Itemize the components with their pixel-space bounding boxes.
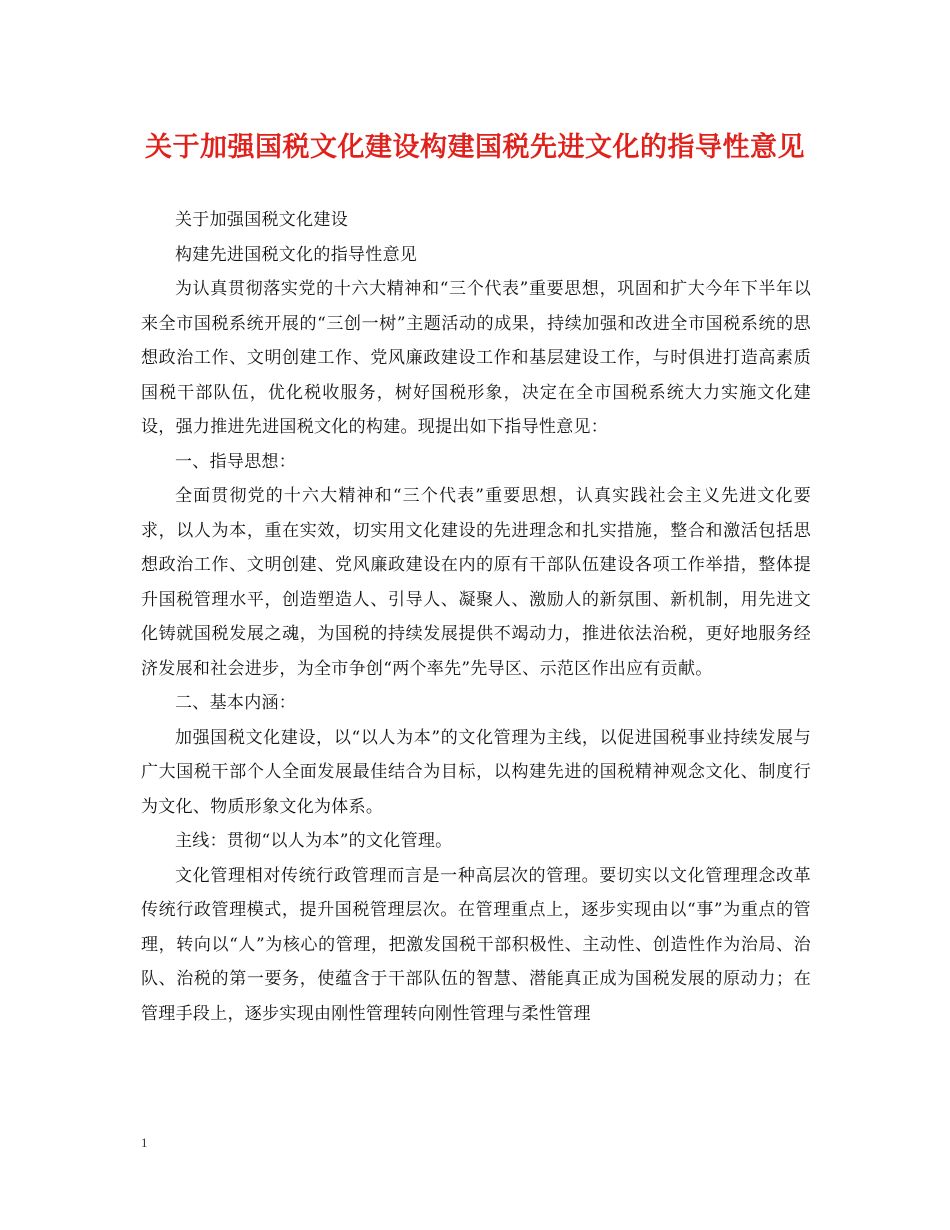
section-heading-basic-connotation: 二、基本内涵：: [175, 693, 297, 713]
main-line-paragraph: 主线：贯彻“以人为本”的文化管理。: [175, 831, 453, 851]
guiding-thought-paragraph: 全面贯彻党的十六大精神和“三个代表”重要思想，认真实践社会主义先进文化要求，以人为本，重在实效，切实用文化建设的先进理念和扎实措施，整合和激活包括思想政治工作、文明创建、党风廉政建设在内的原有干部队伍建设各项工作举措，整体提升国税管理水平，创造塑造人、引导人、凝聚人、激励人的新氛围、新机制，用先进文化铸就国税发展之魂，为国税的持续发展提供不竭动力，推进依法治税，更好地服务经济发展和社会进步，为全市争创“两个率先”先导区、示范区作出应有贡献。: [141, 486, 811, 679]
page-number: 1: [141, 1135, 148, 1150]
subtitle-line-2: 构建先进国税文化的指导性意见: [175, 244, 418, 265]
basic-connotation-paragraph: 加强国税文化建设，以“以人为本”的文化管理为主线，以促进国税事业持续发展与广大国税干部个人全面发展最佳结合为目标，以构建先进的国税精神观念文化、制度行为文化、物质形象文化为体系。: [141, 727, 811, 817]
section-heading-guiding-thought: 一、指导思想：: [175, 451, 297, 472]
cultural-management-paragraph: 文化管理相对传统行政管理而言是一种高层次的管理。要切实以文化管理理念改革传统行政管理模式，提升国税管理层次。在管理重点上，逐步实现由以“事”为重点的管理，转向以“人”为核心的管理，把激发国税干部积极性、主动性、创造性作为治局、治队、治税的第一要务，使蕴含于干部队伍的智慧、潜能真正成为国税发展的原动力；在管理手段上，逐步实现由刚性管理转向刚性管理与柔性管理: [141, 865, 811, 1024]
subtitle-line-1: 关于加强国税文化建设: [175, 210, 348, 230]
intro-paragraph: 为认真贯彻落实党的十六大精神和“三个代表”重要思想，巩固和扩大今年下半年以来全市国税系统开展的“三创一树”主题活动的成果，持续加强和改进全市国税系统的思想政治工作、文明创建工作、党风廉政建设工作和基层建设工作，与时俱进打造高素质国税干部队伍，优化税收服务，树好国税形象，决定在全市国税系统大力实施文化建设，强力推进先进国税文化的构建。现提出如下指导性意见：: [141, 279, 811, 437]
document-body: [141, 203, 811, 1031]
document-title: 关于加强国税文化建设构建国税先进文化的指导性意见: [145, 132, 805, 163]
